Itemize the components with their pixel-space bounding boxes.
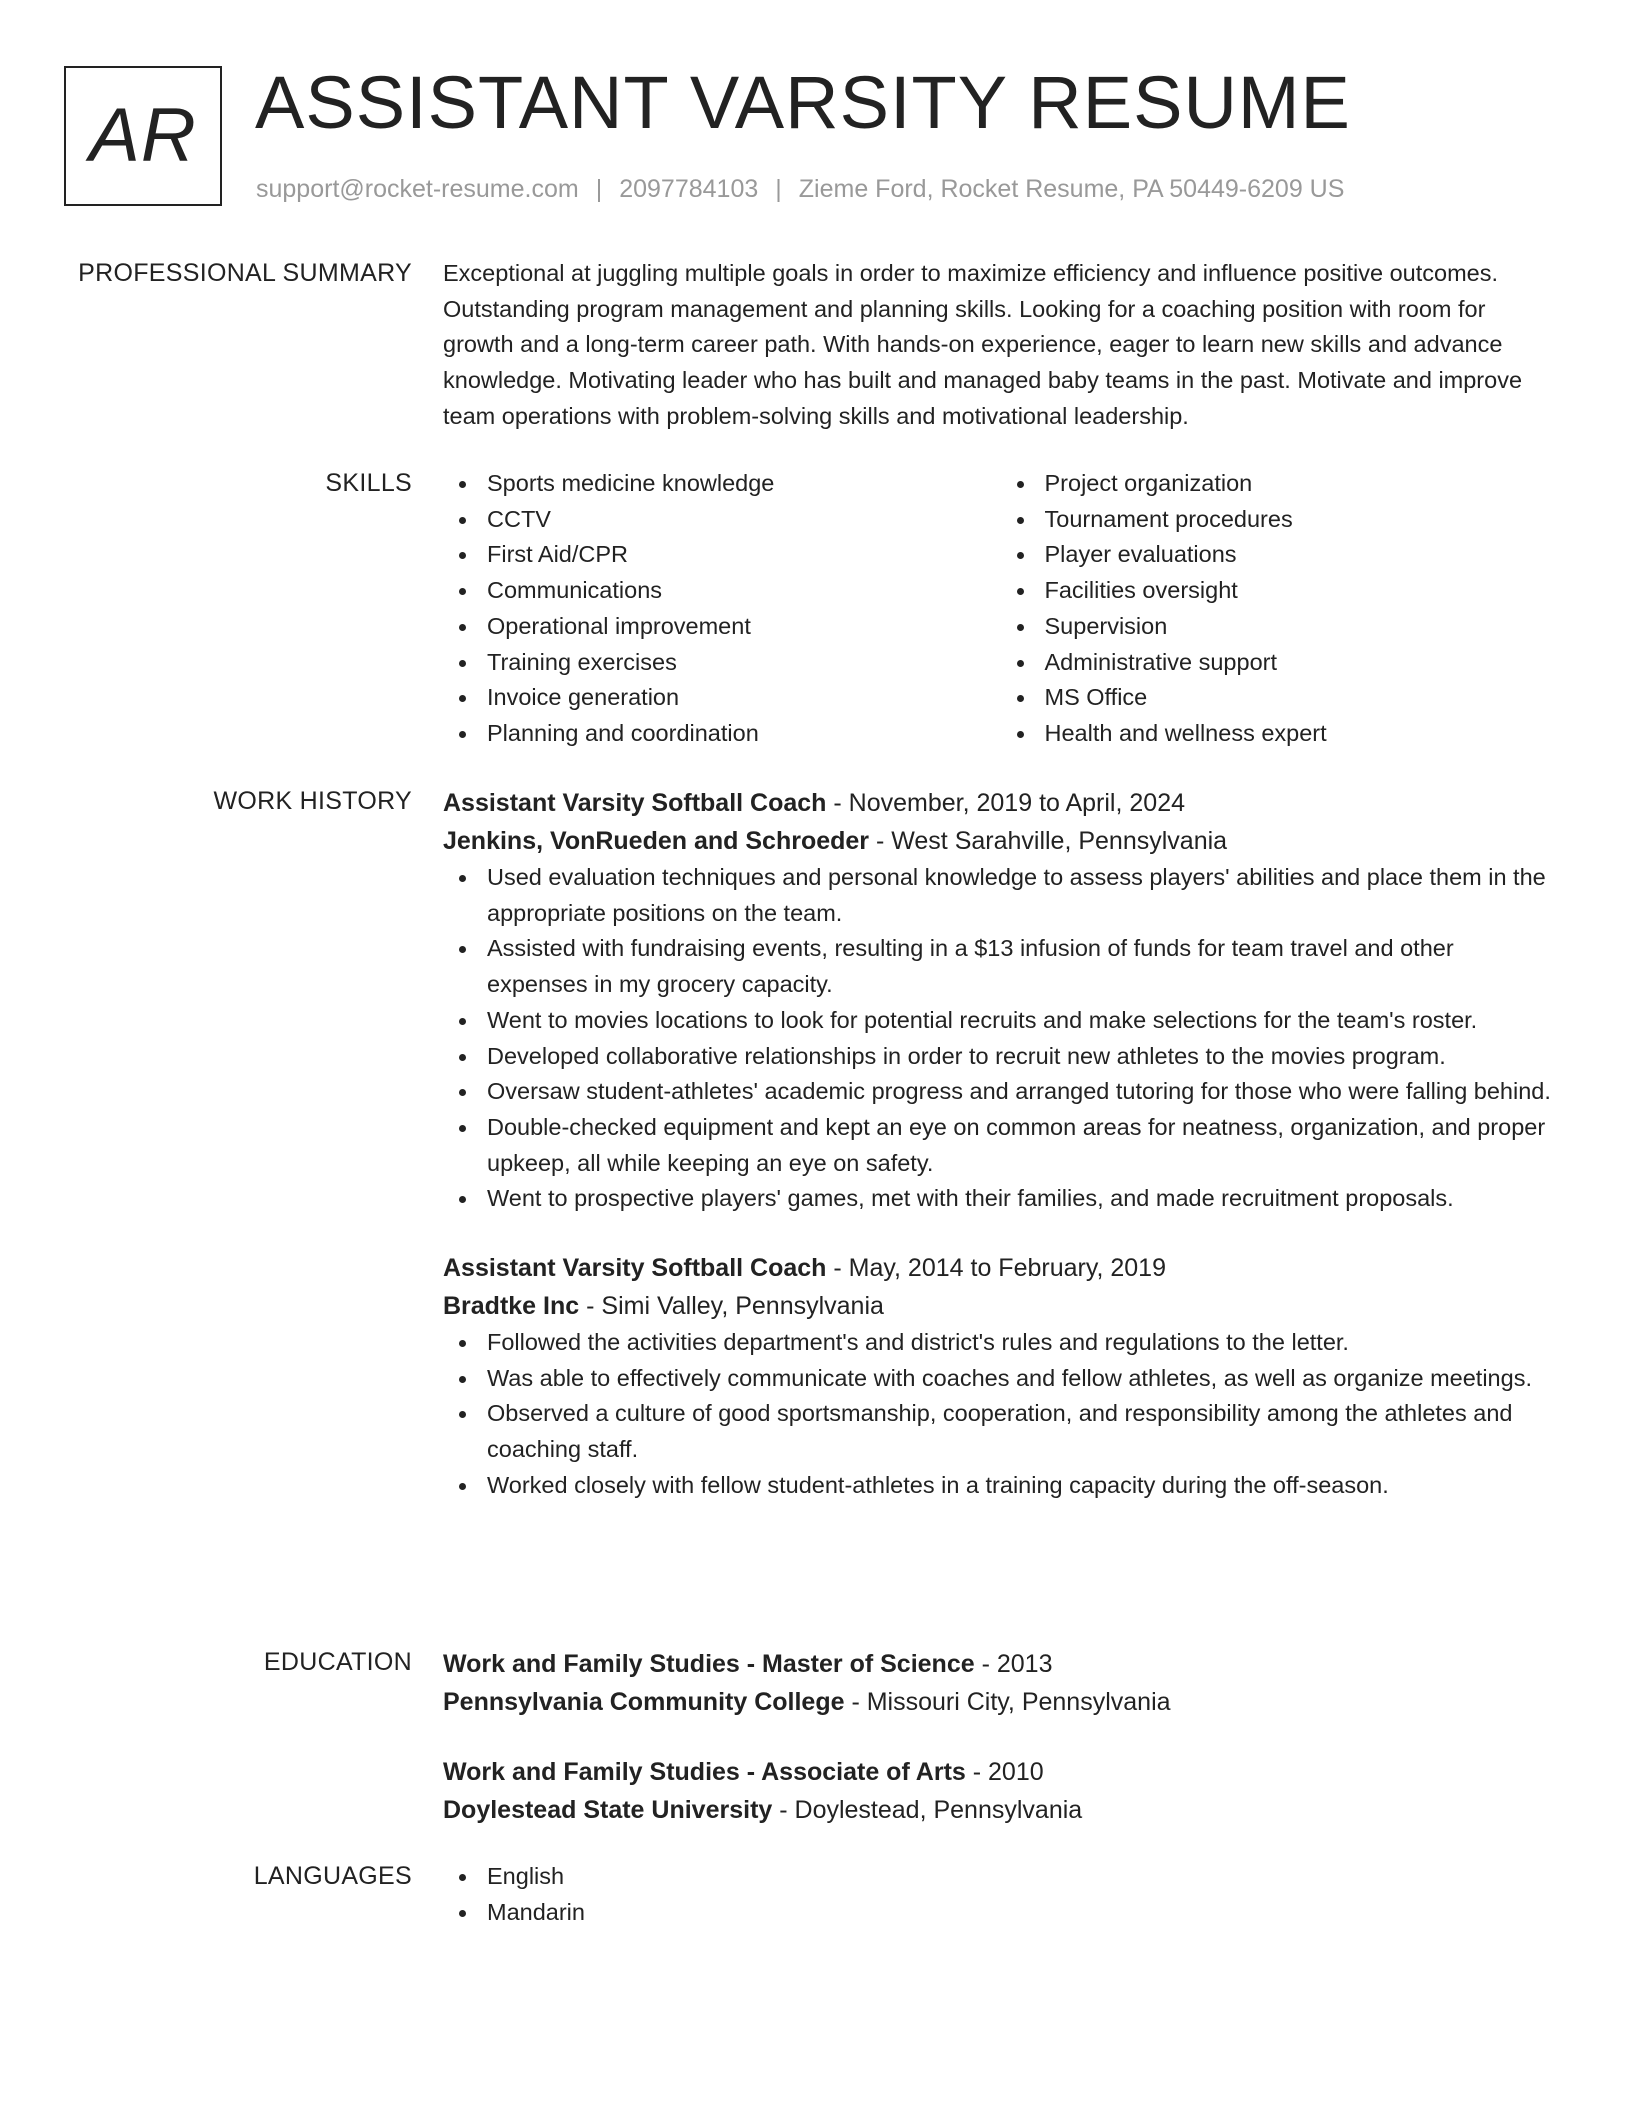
education-entry [443, 1645, 1558, 1721]
skill-item: MS Office [1045, 680, 1559, 716]
education-content [443, 1645, 1558, 1829]
skill-item: First Aid/CPR [487, 537, 1001, 573]
skills-column-right [1001, 466, 1559, 752]
job-duty-item: Went to movies locations to look for potential recruits and make selections for the team's roster. [487, 1003, 1558, 1039]
contact-separator: | [775, 175, 782, 203]
job-title: Assistant Varsity Softball Coach [443, 1254, 827, 1283]
skill-item: Administrative support [1045, 645, 1559, 681]
job-entry [443, 1249, 1558, 1504]
section-label-languages: LANGUAGES [253, 1862, 412, 1890]
contact-phone[interactable]: 2097784103 [619, 175, 759, 203]
job-company: Jenkins, VonRueden and Schroeder [443, 827, 870, 855]
education-location: - Doylestead, Pennsylvania [772, 1796, 1083, 1824]
education-degree: Work and Family Studies - Master of Science [443, 1650, 975, 1678]
section-label-summary: PROFESSIONAL SUMMARY [78, 259, 412, 287]
contact-address: Zieme Ford, Rocket Resume, PA 50449-6209 US [798, 175, 1345, 203]
contact-email[interactable]: support@rocket-resume.com [256, 175, 579, 203]
job-company: Bradtke Inc [443, 1292, 580, 1321]
skills-column-left [443, 466, 1001, 752]
education-school-line [443, 1683, 1558, 1721]
skill-item: Tournament procedures [1045, 502, 1559, 538]
monogram-box [64, 66, 222, 206]
job-duty-item: Developed collaborative relationships in order to recruit new athletes to the movies program. [487, 1039, 1558, 1075]
skill-item: Sports medicine knowledge [487, 466, 1001, 502]
job-duty-item: Assisted with fundraising events, resulting in a $13 infusion of funds for team travel and other expenses in my grocery capacity. [487, 931, 1558, 1002]
education-degree-line [443, 1753, 1558, 1791]
skill-item: Health and wellness expert [1045, 716, 1559, 752]
skill-item: Planning and coordination [487, 716, 1001, 752]
job-entry [443, 784, 1558, 1217]
section-label-education: EDUCATION [263, 1648, 412, 1676]
languages-list [443, 1859, 1558, 1930]
skill-item: Supervision [1045, 609, 1559, 645]
education-degree-line [443, 1645, 1558, 1683]
education-school-line [443, 1791, 1558, 1829]
education-entry [443, 1753, 1558, 1829]
job-duty-item: Used evaluation techniques and personal knowledge to assess players' abilities and place them in the appropriate positions on the team. [487, 860, 1558, 931]
work-history-content [443, 784, 1558, 1504]
contact-separator: | [595, 175, 603, 203]
job-dates: - November, 2019 to April, 2024 [826, 789, 1185, 817]
education-school: Doylestead State University [443, 1796, 773, 1824]
job-company-line [443, 1287, 1558, 1325]
language-item: Mandarin [487, 1895, 1558, 1931]
job-duties-list [443, 1325, 1558, 1504]
skill-item: Operational improvement [487, 609, 1001, 645]
job-title-line [443, 784, 1558, 822]
monogram-initials: AR [89, 93, 197, 178]
education-year: - 2013 [974, 1650, 1053, 1678]
job-location: - West Sarahville, Pennsylvania [869, 827, 1228, 855]
skills-grid [443, 466, 1558, 752]
skill-item: Training exercises [487, 645, 1001, 681]
job-duty-item: Observed a culture of good sportsmanship, cooperation, and responsibility among the athletes and coaching staff. [487, 1396, 1558, 1467]
job-duty-item: Worked closely with fellow student-athletes in a training capacity during the off-season. [487, 1468, 1558, 1504]
skill-item: Player evaluations [1045, 537, 1559, 573]
skill-item: Communications [487, 573, 1001, 609]
job-title-line [443, 1249, 1558, 1287]
job-duties-list [443, 860, 1558, 1217]
resume-title: ASSISTANT VARSITY RESUME [255, 61, 1351, 144]
education-school: Pennsylvania Community College [443, 1688, 845, 1716]
job-duty-item: Was able to effectively communicate with coaches and fellow athletes, as well as organize meetings. [487, 1361, 1558, 1397]
education-year: - 2010 [965, 1758, 1044, 1786]
job-duty-item: Double-checked equipment and kept an eye on common areas for neatness, organization, and proper upkeep, all while keeping an eye on safety. [487, 1110, 1558, 1181]
education-degree: Work and Family Studies - Associate of Arts [443, 1758, 966, 1786]
job-company-line [443, 822, 1558, 860]
summary-content [443, 256, 1558, 435]
language-item: English [487, 1859, 1558, 1895]
section-label-work-history: WORK HISTORY [213, 787, 412, 815]
job-dates: - May, 2014 to February, 2019 [826, 1254, 1166, 1283]
job-duty-item: Went to prospective players' games, met with their families, and made recruitment proposals. [487, 1181, 1558, 1217]
job-duty-item: Oversaw student-athletes' academic progress and arranged tutoring for those who were falling behind. [487, 1074, 1558, 1110]
skill-item: Invoice generation [487, 680, 1001, 716]
contact-line [256, 174, 1344, 204]
skill-item: Project organization [1045, 466, 1559, 502]
skill-item: CCTV [487, 502, 1001, 538]
education-location: - Missouri City, Pennsylvania [844, 1688, 1171, 1716]
languages-content [443, 1859, 1558, 1930]
job-location: - Simi Valley, Pennsylvania [579, 1292, 884, 1321]
skill-item: Facilities oversight [1045, 573, 1559, 609]
summary-text: Exceptional at juggling multiple goals in order to maximize efficiency and influence positive outcomes. Outstanding program management and planning skills. Looking for a coaching position with room for growth and a long-term career path. With hands-on experience, eager to learn new skills and advance knowledge. Motivating leader who has built and managed baby teams in the past. Motivate and improve team operations with problem-solving skills and motivational leadership. [443, 260, 1523, 429]
section-label-skills: SKILLS [325, 469, 412, 497]
job-title: Assistant Varsity Softball Coach [443, 789, 827, 817]
job-duty-item: Followed the activities department's and district's rules and regulations to the letter. [487, 1325, 1558, 1361]
